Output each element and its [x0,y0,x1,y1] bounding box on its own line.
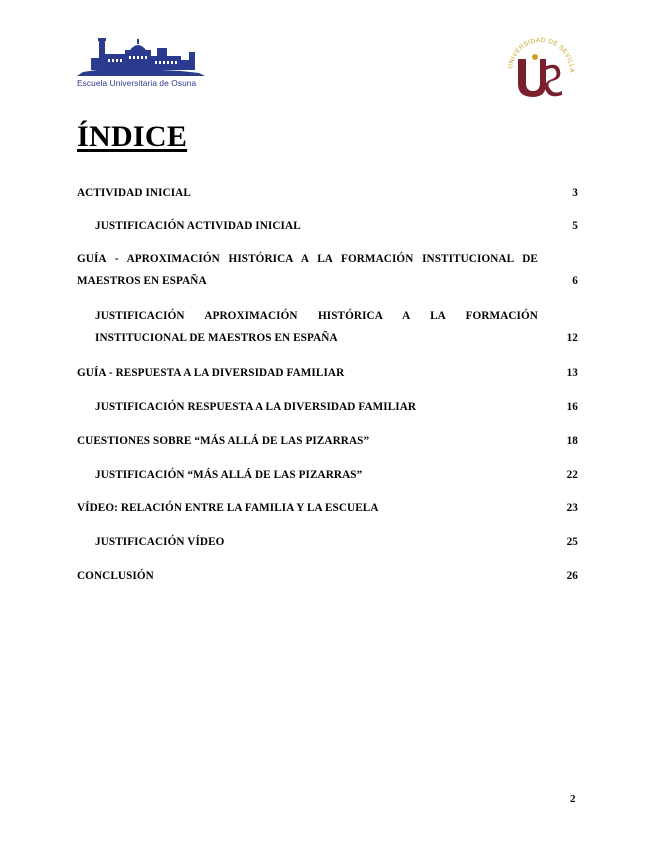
toc-entry[interactable] [77,362,578,384]
osuna-logo-text: Escuela Universitaria de Osuna [77,78,197,88]
toc-entry-label: GUÍA - APROXIMACIÓN HISTÓRICA A LA FORMACIÓN INSTITUCIONAL DE MAESTROS EN ESPAÑA [77,253,538,287]
toc-entry-label: JUSTIFICACIÓN APROXIMACIÓN HISTÓRICA A LA FORMACIÓN INSTITUCIONAL DE MAESTROS EN ESPAÑA [95,310,538,344]
page-title: ÍNDICE [77,120,188,153]
osuna-castle-logo [77,36,205,90]
toc-entry[interactable] [77,248,578,292]
toc-entry-label: JUSTIFICACIÓN RESPUESTA A LA DIVERSIDAD FAMILIAR [95,401,417,413]
toc-entry[interactable] [77,565,578,587]
toc-entry-label: CONCLUSIÓN [77,570,154,582]
toc-entry[interactable] [95,396,578,418]
toc-entry-label: JUSTIFICACIÓN VÍDEO [95,536,225,548]
toc-entry-label: JUSTIFICACIÓN ACTIVIDAD INICIAL [95,220,301,232]
toc-entry-page: 26 [566,570,578,582]
toc-entry-label: GUÍA - RESPUESTA A LA DIVERSIDAD FAMILIAR [77,367,345,379]
toc-entry[interactable] [95,531,578,553]
osuna-castle-icon [77,36,205,80]
svg-text:UNIVERSIDAD DE SEVILLA: UNIVERSIDAD DE SEVILLA [507,37,576,74]
toc-entry-page: 16 [566,401,578,413]
toc-entry-label: CUESTIONES SOBRE “MÁS ALLÁ DE LAS PIZARRAS” [77,435,370,447]
toc-entry-page: 6 [572,275,578,287]
toc-entry-label: JUSTIFICACIÓN “MÁS ALLÁ DE LAS PIZARRAS” [95,469,363,481]
toc-entry[interactable] [95,305,578,349]
universidad-de-sevilla-logo [506,37,576,101]
toc-entry[interactable] [95,215,578,237]
toc-entry-label: VÍDEO: RELACIÓN ENTRE LA FAMILIA Y LA ESCUELA [77,502,379,514]
toc-entry[interactable] [95,464,578,486]
toc-entry-page: 13 [566,367,578,379]
page-number: 2 [570,793,576,805]
sevilla-seal-icon [506,37,576,101]
toc-entry-page: 18 [566,435,578,447]
toc-entry[interactable] [77,497,578,519]
toc-entry[interactable] [77,430,578,452]
toc-entry-page: 22 [566,469,578,481]
toc-entry-label: ACTIVIDAD INICIAL [77,187,191,199]
toc-entry-page: 12 [566,332,578,344]
toc-entry-page: 5 [572,220,578,232]
toc-entry[interactable] [77,182,578,204]
toc-entry-page: 3 [572,187,578,199]
toc-entry-page: 25 [566,536,578,548]
toc-entry-page: 23 [566,502,578,514]
